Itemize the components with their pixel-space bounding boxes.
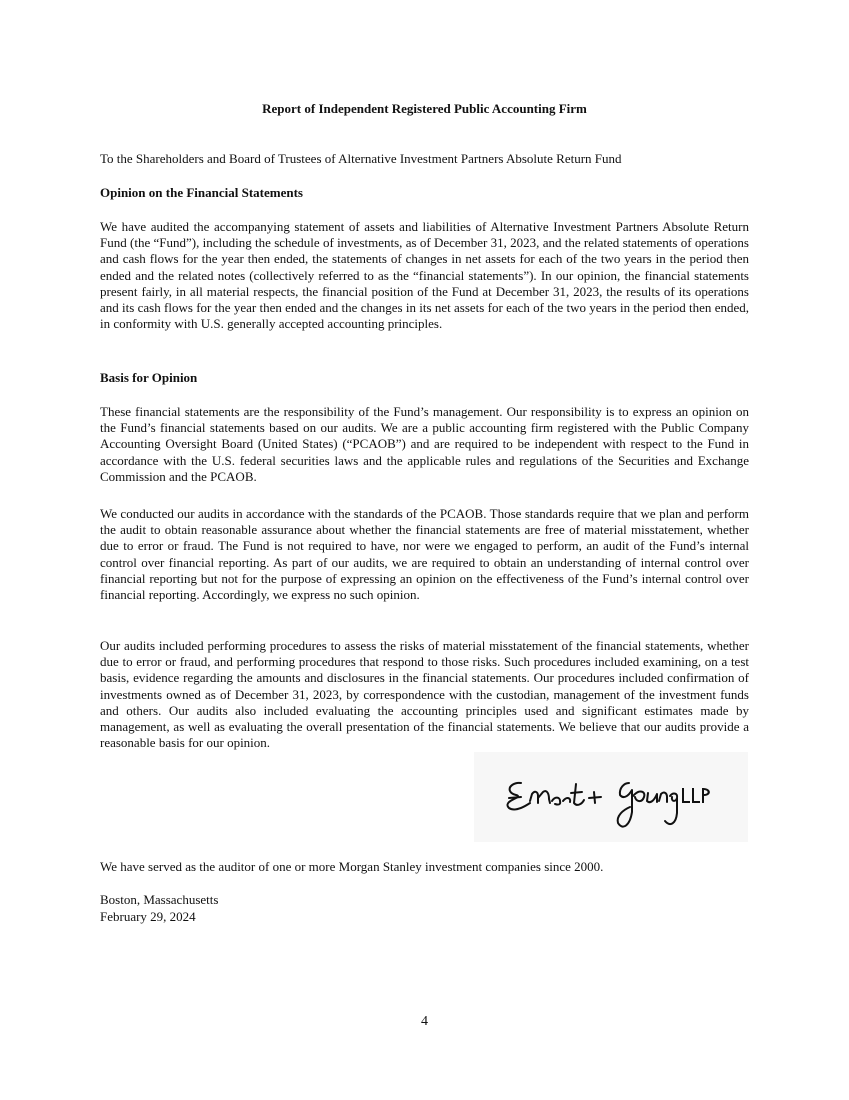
signing-location: Boston, Massachusetts (100, 892, 219, 907)
opinion-paragraph: We have audited the accompanying statement of assets and liabilities of Alternative Investment Partners Absolute Return Fund (the “Fund”), including the schedule of investments, as of December 31, 2023, and the related statements of operations and cash flows for the year then ended, the statements of changes in net assets for each of the two years in the period then ended and the related notes (collectively referred to as the “financial statements”). In our opinion, the financial statements present fairly, in all material respects, the financial position of the Fund at December 31, 2023, the results of its operations and its cash flows for the year then ended and the changes in its net assets for each of the two years in the period then ended, in conformity with U.S. generally accepted accounting principles. (100, 219, 749, 332)
basis-heading: Basis for Opinion (100, 370, 198, 385)
basis-paragraph-2: We conducted our audits in accordance with the standards of the PCAOB. Those standards require that we plan and perform the audit to obtain reasonable assurance about whether the financial statements are free of material misstatement, whether due to error or fraud. The Fund is not required to have, nor were we engaged to perform, an audit of the Fund’s internal control over financial reporting. As part of our audits, we are required to obtain an understanding of internal control over financial reporting but not for the purpose of expressing an opinion on the effectiveness of the Fund’s internal control over financial reporting. Accordingly, we express no such opinion. (100, 506, 749, 603)
report-title: Report of Independent Registered Public Accounting Firm (262, 101, 587, 116)
page-number: 4 (421, 1014, 428, 1029)
auditor-statement: We have served as the auditor of one or more Morgan Stanley investment companies since 2000. (100, 859, 604, 874)
basis-paragraph-3: Our audits included performing procedures to assess the risks of material misstatement of the financial statements, whether due to error or fraud, and performing procedures that respond to those risks. Such procedures included examining, on a test basis, evidence regarding the amounts and disclosures in the financial statements. Our procedures included confirmation of investments owned as of December 31, 2023, by correspondence with the custodian, management of the investment funds and others. Our audits also included evaluating the accounting principles used and significant estimates made by management, as well as evaluating the overall presentation of the financial statements. We believe that our audits provide a reasonable basis for our opinion. (100, 638, 749, 751)
basis-paragraph-1: These financial statements are the responsibility of the Fund’s management. Our responsibility is to express an opinion on the Fund’s financial statements based on our audits. We are a public accounting firm registered with the Public Company Accounting Oversight Board (United States) (“PCAOB”) and are required to be independent with respect to the Fund in accordance with the U.S. federal securities laws and the applicable rules and regulations of the Securities and Exchange Commission and the PCAOB. (100, 404, 749, 484)
opinion-heading: Opinion on the Financial Statements (100, 185, 303, 200)
report-date: February 29, 2024 (100, 909, 196, 924)
addressee: To the Shareholders and Board of Trustees of Alternative Investment Partners Absolute Return Fund (100, 151, 622, 166)
signature-graphic (474, 752, 748, 842)
firm-signature (474, 752, 748, 842)
